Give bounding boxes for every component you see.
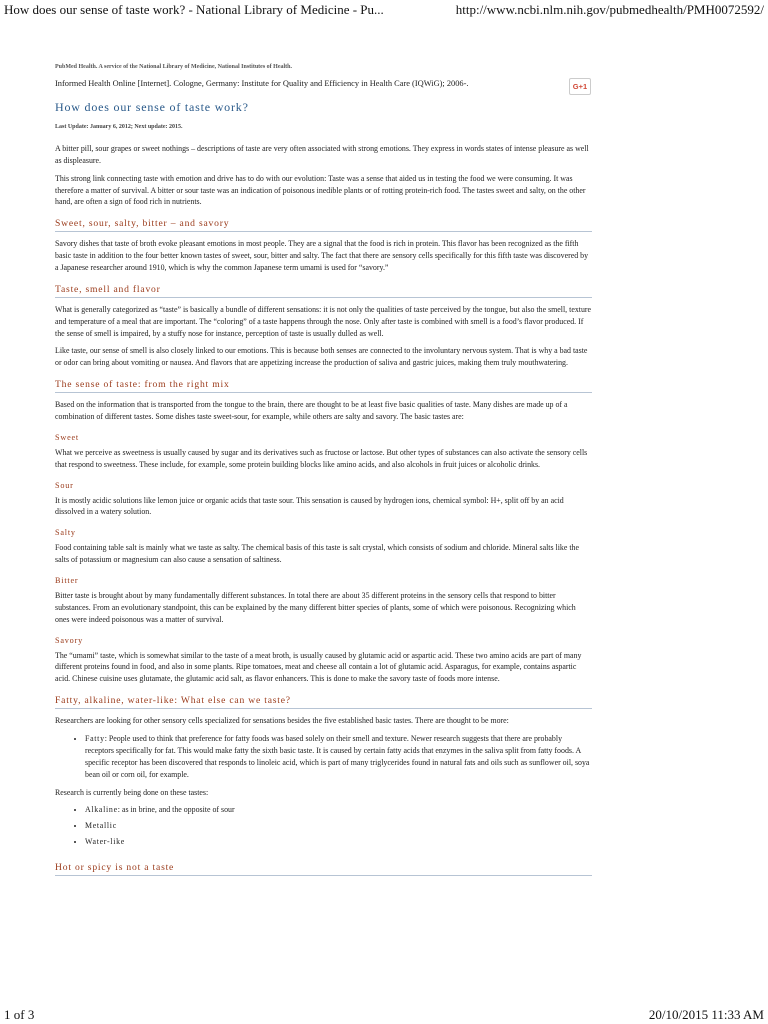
subheading-salty: Salty	[55, 528, 76, 538]
list-item-term: Metallic	[85, 821, 117, 831]
print-timestamp: 20/10/2015 11:33 AM	[648, 1007, 764, 1022]
browser-page-title: How does our sense of taste work? - National Library of Medicine - Pu...	[4, 2, 384, 17]
section-heading-taste-smell: Taste, smell and flavor	[55, 284, 592, 298]
fatty-intro-paragraph: Researchers are looking for other sensory cells specialized for sensations besides the five established basic tastes. There are thought to be more:	[55, 716, 509, 726]
section-heading-right-mix: The sense of taste: from the right mix	[55, 379, 592, 393]
subheading-sour: Sour	[55, 480, 74, 490]
sweet-paragraph: What we perceive as sweetness is usually caused by sugar and its derivatives such as fructose or lactose. But other types of substances can also activate the sensory cells that respond to sweetness. These include, for example, some protein building blocks like amino acids, and also alcohols in fruit juices or alcoholic drinks.	[55, 447, 588, 469]
subheading-savory: Savory	[55, 635, 83, 645]
article-title: How does our sense of taste work?	[55, 100, 249, 114]
subheading-sweet: Sweet	[55, 432, 80, 442]
list-item	[85, 836, 592, 848]
section-heading-hot-spicy: Hot or spicy is not a taste	[55, 862, 592, 876]
list-item-text: : as in brine, and the opposite of sour	[117, 805, 235, 815]
taste-smell-paragraph-1: What is generally categorized as “taste” is basically a bundle of different sensations: it is not only the qualities of taste perceived by the tongue, but also the smell, texture and temperature of a meal that are important. The “coloring” of a taste happens through the nose. Only after taste is combined with smell is a food’s flavor produced. If the sense of smell is impaired, by a stuffy nose for instance, perception of taste is usually dulled as well.	[55, 304, 592, 338]
list-item-term: Alkaline	[85, 805, 118, 815]
page-url[interactable]: http://www.ncbi.nlm.nih.gov/pubmedhealth/PMH0072592/	[455, 2, 764, 17]
taste-smell-paragraph-2: Like taste, our sense of smell is also closely linked to our emotions. This is because both senses are connected to the involuntary nervous system. That is why a bad taste or odor can bring about vomiting or nausea. And flavors that are appetizing increase the production of saliva and gastric juices, making them truly mouthwatering.	[55, 346, 588, 368]
list-item-text: : People used to think that preference for fatty foods was based solely on their smell and texture. Newer research suggests that there are probably receptors specifically for fat. This would make fatty the sixth basic taste. It is caused by certain fatty acids that enzymes in the saliva split from fatty foods. A specific receptor has been discovered that responds to linoleic acid, which is part of many triglycerides found in natural fats and oils such as sunflower oil, soya bean oil or corn oil, for example.	[85, 734, 590, 779]
intro-paragraph-2: This strong link connecting taste with emotion and drive has to do with our evolution: Taste was a sense that aided us in testing the food we were consuming. It was therefore a matter of survival. A bitter or sour taste was an indication of poisonous inedible plants or of rotting protein-rich food. The tastes sweet and salty, on the other hand, are often a sign of food rich in nutrients.	[55, 173, 586, 207]
page-count: 1 of 3	[4, 1007, 35, 1022]
list-item-term: Fatty	[85, 734, 105, 744]
fatty-list	[55, 733, 592, 780]
sour-paragraph: It is mostly acidic solutions like lemon juice or organic acids that taste sour. This sensation is caused by hydrogen ions, chemical symbol: H+, split off by an acid dissolved in a watery solution.	[55, 495, 564, 517]
list-item	[85, 733, 592, 780]
list-item-term: Water-like	[85, 837, 125, 847]
salty-paragraph: Food containing table salt is mainly what we taste as salty. The chemical basis of this taste is salt crystal, which consists of sodium and chloride. Mineral salts like the salts of potassium or magnesium can also cause a sensation of saltiness.	[55, 543, 579, 565]
list-item	[85, 820, 592, 832]
subheading-bitter: Bitter	[55, 576, 79, 586]
savory-umami-paragraph: The “umami” taste, which is somewhat similar to the taste of a meat broth, is usually caused by glutamic acid or aspartic acid. These two amino acids are part of many different proteins found in food, and also in some plants. Ripe tomatoes, meat and cheese all contain a lot of glutamic acid. Asparagus, for example, contains aspartic acid. Chinese cuisine uses glutamate, the glutamic acid salt, as flavor enhancers. This is done to make the savory taste of foods more intense.	[55, 650, 582, 684]
savory-paragraph: Savory dishes that taste of broth evoke pleasant emotions in most people. They are a signal that the food is rich in protein. This flavor has been recognized as the fifth basic taste in addition to the four better known tastes of sweet, sour, bitter and salty. The fact that there are sensory cells specifically for this fifth taste was discovered by a Japanese researcher around 1910, which is why the common Japanese term umami is used for “savory.”	[55, 239, 589, 273]
research-list	[55, 804, 592, 848]
intro-paragraph-1: A bitter pill, sour grapes or sweet nothings – descriptions of taste are very often associated with strong emotions. They express in words states of intense pleasure as well as displeasure.	[55, 144, 589, 165]
article	[55, 64, 592, 882]
citation: Informed Health Online [Internet]. Cologne, Germany: Institute for Quality and Efficiency in Health Care (IQWiG); 2006-.	[55, 79, 469, 88]
section-heading-fatty: Fatty, alkaline, water-like: What else can we taste?	[55, 695, 592, 709]
google-plus-button[interactable]: G+1	[569, 78, 591, 95]
bitter-paragraph: Bitter taste is brought about by many fundamentally different substances. In total there are about 35 different proteins in the sensory cells that respond to bitter substances. From an evolutionary standpoint, this can be explained by the many different bitter species of plants, some of which were poisonous. Recognizing which ones were indeed poisonous was a matter of survival.	[55, 591, 576, 624]
research-paragraph: Research is currently being done on these tastes:	[55, 787, 209, 797]
list-item	[85, 804, 592, 816]
pubmed-health-line: PubMed Health. A service of the National Library of Medicine, National Institutes of Health.	[55, 64, 292, 70]
last-update: Last Update: January 6, 2012; Next update: 2015.	[55, 124, 183, 130]
right-mix-paragraph: Based on the information that is transported from the tongue to the brain, there are thought to be at least five basic qualities of taste. Many dishes are made up of a combination of different tastes. Some dishes taste sweet-sour, for example, while others are salty and savory. The basic tastes are:	[55, 400, 568, 422]
section-heading-sweet-sour: Sweet, sour, salty, bitter – and savory	[55, 218, 592, 232]
